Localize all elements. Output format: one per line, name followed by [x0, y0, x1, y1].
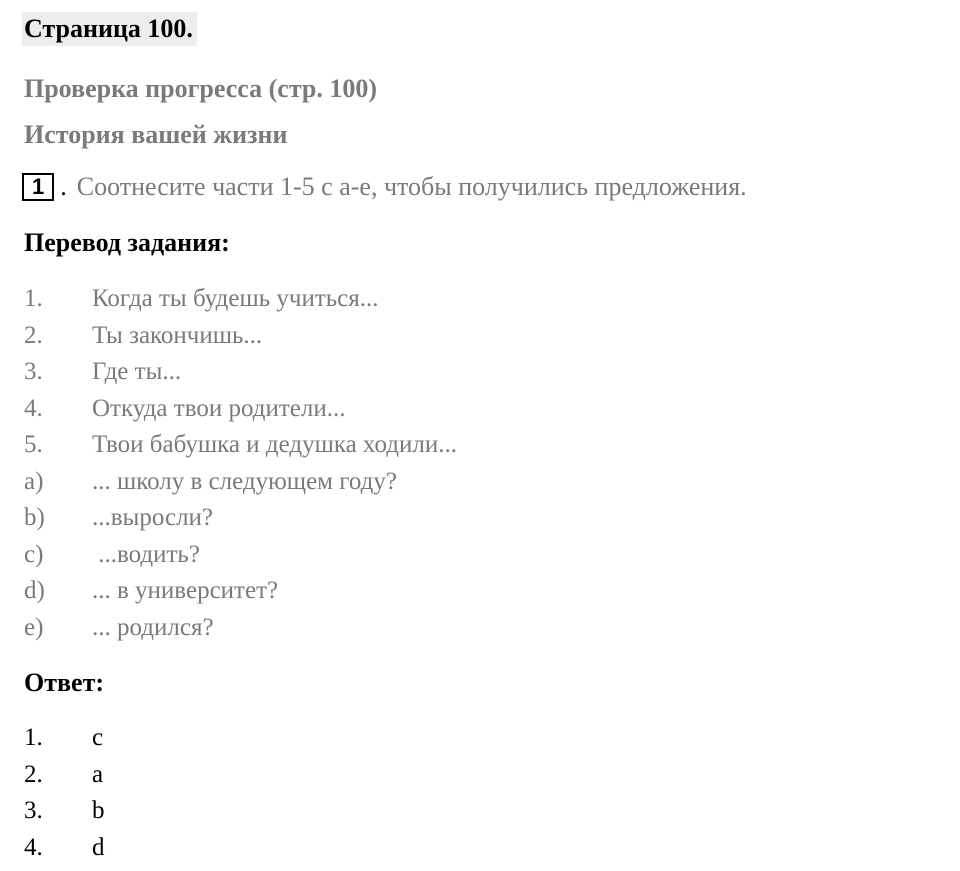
list-text: ... школу в следующем году? [92, 467, 397, 495]
answer-text: a [92, 760, 104, 788]
list-item [24, 576, 457, 613]
task-number-box: 1 [22, 173, 54, 201]
answer-item [24, 723, 105, 760]
list-text: Твои бабушка и дедушка ходили... [92, 431, 457, 458]
list-item [24, 540, 457, 577]
page-title: Страница 100. [22, 12, 197, 46]
answer-text: b [92, 797, 105, 824]
list-marker: a) [24, 467, 44, 495]
list-text: Откуда твои родители... [92, 394, 346, 422]
list-item [24, 394, 457, 431]
answer-text: d [92, 833, 105, 861]
list-marker: d) [24, 577, 45, 604]
list-text: Ты закончишь... [92, 321, 263, 349]
list-marker: b) [24, 504, 45, 531]
subsection-title: История вашей жизни [24, 120, 288, 149]
answer-list [24, 723, 105, 869]
list-marker: 2. [24, 321, 43, 349]
list-text: Где ты... [92, 358, 182, 385]
answer-marker: 3. [24, 797, 43, 824]
list-text: ...водить? [92, 540, 200, 568]
list-marker: 3. [24, 358, 43, 385]
answer-item [24, 796, 105, 833]
list-text: Когда ты будешь учиться... [92, 285, 379, 312]
list-marker: c) [24, 540, 44, 568]
list-marker: 4. [24, 394, 43, 422]
list-item [24, 284, 457, 321]
list-marker: e) [24, 613, 44, 641]
answer-marker: 2. [24, 760, 43, 788]
translation-heading: Перевод задания: [24, 228, 230, 257]
task-number-dot: . [60, 172, 67, 201]
answer-marker: 1. [24, 724, 43, 751]
list-item [24, 467, 457, 504]
answer-item [24, 760, 105, 797]
list-marker: 5. [24, 431, 43, 458]
list-item [24, 613, 457, 650]
answer-text: c [92, 724, 104, 751]
answer-marker: 4. [24, 833, 43, 861]
list-text: ...выросли? [92, 504, 214, 531]
answer-item [24, 833, 105, 870]
list-marker: 1. [24, 285, 43, 312]
answer-heading: Ответ: [24, 668, 105, 697]
list-item [24, 357, 457, 394]
task-instruction: Соотнесите части 1-5 с a-e, чтобы получились предложения. [76, 172, 747, 201]
list-text: ... в университет? [92, 577, 279, 604]
list-item [24, 430, 457, 467]
list-item [24, 503, 457, 540]
task-instruction-row [22, 172, 747, 202]
translation-list [24, 284, 457, 649]
list-item [24, 321, 457, 358]
section-title: Проверка прогресса (стр. 100) [24, 74, 378, 103]
list-text: ... родился? [92, 613, 214, 641]
